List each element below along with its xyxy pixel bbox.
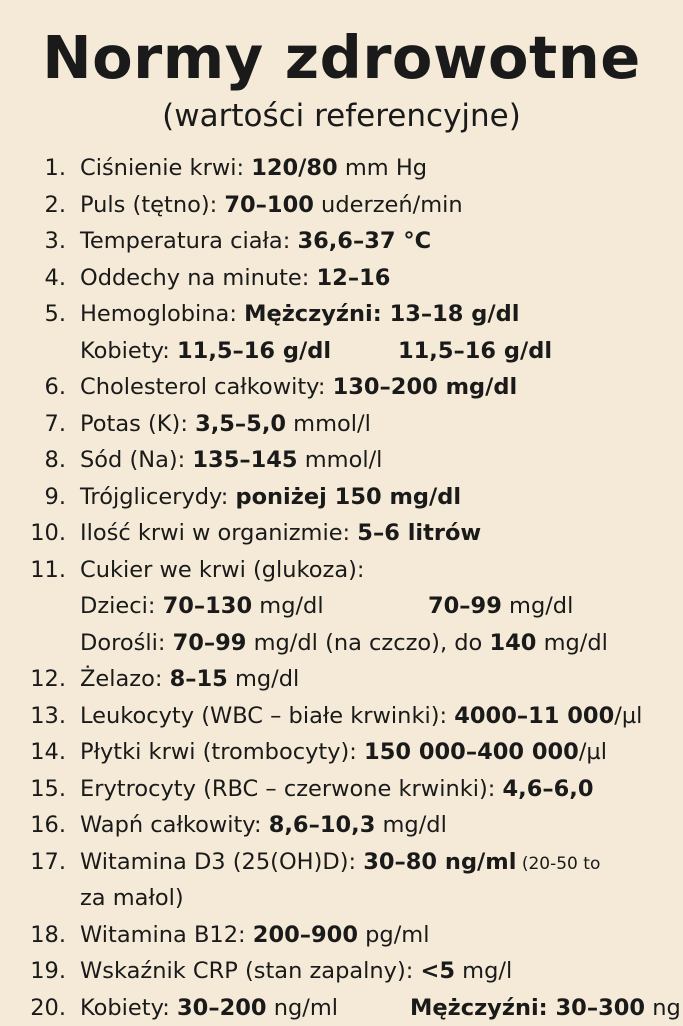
item-unit: mmol/l — [286, 411, 371, 437]
item-value: 12–16 — [317, 265, 391, 291]
item-label: Leukocyty (WBC – białe krwinki): — [80, 703, 454, 729]
item-value: <5 — [421, 958, 456, 984]
list-item-hemoglobin-continuation — [0, 333, 683, 370]
item-number: 5. — [0, 296, 66, 333]
item-label: Ilość krwi w organizmie: — [80, 520, 357, 546]
item-value: Mężczyźni: 13–18 g/dl — [244, 301, 519, 327]
item-number: 16. — [0, 807, 66, 844]
item-value: 5–6 litrów — [357, 520, 481, 546]
item-label: Wskaźnik CRP (stan zapalny): — [80, 958, 421, 984]
item-label: Erytrocyty (RBC – czerwone krwinki): — [80, 776, 503, 802]
item-label: Oddechy na minute: — [80, 265, 317, 291]
item-number: 19. — [0, 953, 66, 990]
item-number: 11. — [0, 552, 66, 589]
item-number: 3. — [0, 223, 66, 260]
list-item-blood-pressure — [0, 150, 683, 187]
list-item-triglycerides — [0, 479, 683, 516]
item-value: 4,6–6,0 — [503, 776, 594, 802]
item-label: Potas (K): — [80, 411, 195, 437]
item-value-2: 140 — [489, 630, 536, 656]
item-value: 11,5–16 g/dl — [177, 338, 331, 364]
item-label: Kobiety: — [80, 995, 177, 1021]
item-label: Ciśnienie krwi: — [80, 155, 251, 181]
list-item-cholesterol — [0, 369, 683, 406]
item-extra-label: Mężczyźni: — [410, 995, 556, 1021]
list-item-erythrocytes — [0, 771, 683, 808]
item-value: 135–145 — [192, 447, 297, 473]
item-unit-2: mg/dl — [536, 630, 607, 656]
item-label: Dorośli: — [80, 630, 173, 656]
item-value: 4000–11 000 — [454, 703, 614, 729]
item-unit: pg/ml — [358, 922, 429, 948]
list-item-glucose-adults — [0, 625, 683, 662]
list-item-vitamin-d3-continuation — [0, 880, 683, 917]
item-value: 200–900 — [253, 922, 358, 948]
item-unit: ng/ml — [267, 995, 338, 1021]
list-item-iron — [0, 661, 683, 698]
item-value: 30–200 — [177, 995, 267, 1021]
item-unit: mg/dl — [252, 593, 323, 619]
item-number: 7. — [0, 406, 66, 443]
item-number: 15. — [0, 771, 66, 808]
item-label: Puls (tętno): — [80, 192, 224, 218]
item-unit: uderzeń/min — [314, 192, 463, 218]
item-unit: /µl — [579, 739, 607, 765]
item-number: 13. — [0, 698, 66, 735]
item-number: 9. — [0, 479, 66, 516]
item-value: 120/80 — [251, 155, 338, 181]
list-item-calcium — [0, 807, 683, 844]
item-label: Witamina D3 (25(OH)D): — [80, 849, 363, 875]
page-title: Normy zdrowotne — [0, 22, 683, 94]
list-item-glucose-children — [0, 588, 683, 625]
item-number: 18. — [0, 917, 66, 954]
item-extra-unit: mg/dl — [502, 593, 573, 619]
item-value: 36,6–37 °C — [297, 228, 431, 254]
item-unit: mg/l — [455, 958, 512, 984]
item-label: Hemoglobina: — [80, 301, 244, 327]
item-value: 70–100 — [224, 192, 314, 218]
list-item-potassium — [0, 406, 683, 443]
list-item-temperature — [0, 223, 683, 260]
item-number: 17. — [0, 844, 66, 881]
item-label: za małol) — [80, 880, 184, 917]
page-subtitle: (wartości referencyjne) — [0, 94, 683, 138]
item-label: Temperatura ciała: — [80, 228, 297, 254]
item-note: (20-50 to — [516, 854, 600, 874]
item-label: Cukier we krwi (glukoza): — [80, 557, 365, 583]
item-value: 70–130 — [163, 593, 253, 619]
norms-list — [0, 150, 683, 1026]
item-number: 14. — [0, 734, 66, 771]
item-number: 1. — [0, 150, 66, 187]
list-item-leukocytes — [0, 698, 683, 735]
list-item-platelets — [0, 734, 683, 771]
item-extra-value: 11,5–16 g/dl — [398, 333, 552, 370]
item-label: Sód (Na): — [80, 447, 192, 473]
item-number: 12. — [0, 661, 66, 698]
item-unit: mg/dl — [228, 666, 299, 692]
item-value: 8–15 — [170, 666, 228, 692]
item-label: Wapń całkowity: — [80, 812, 269, 838]
item-unit: mg/dl — [375, 812, 446, 838]
item-value: 130–200 mg/dl — [333, 374, 518, 400]
list-item-hemoglobin — [0, 296, 683, 333]
item-label: Kobiety: — [80, 338, 177, 364]
item-value: 3,5–5,0 — [195, 411, 286, 437]
item-number: 20. — [0, 990, 66, 1026]
list-item-breaths — [0, 260, 683, 297]
item-value: 8,6–10,3 — [269, 812, 376, 838]
list-item-ferritin — [0, 990, 683, 1026]
item-label: Płytki krwi (trombocyty): — [80, 739, 364, 765]
item-number: 4. — [0, 260, 66, 297]
item-label: Cholesterol całkowity: — [80, 374, 333, 400]
list-item-sodium — [0, 442, 683, 479]
item-number: 6. — [0, 369, 66, 406]
item-extra-value: 70–99 — [428, 593, 502, 619]
item-unit: /µl — [614, 703, 642, 729]
item-label: Trójglicerydy: — [80, 484, 235, 510]
item-label: Żelazo: — [80, 666, 170, 692]
item-value: poniżej 150 mg/dl — [235, 484, 461, 510]
item-label: Witamina B12: — [80, 922, 253, 948]
item-value: 30–80 ng/ml — [363, 849, 516, 875]
item-value: 70–99 — [173, 630, 247, 656]
list-item-pulse — [0, 187, 683, 224]
list-item-blood-volume — [0, 515, 683, 552]
list-item-vitamin-b12 — [0, 917, 683, 954]
item-extra-unit: ng — [645, 995, 681, 1021]
item-unit: mmol/l — [298, 447, 383, 473]
list-item-vitamin-d3 — [0, 844, 683, 881]
item-extra-value: 30–300 — [556, 995, 646, 1021]
item-number: 10. — [0, 515, 66, 552]
item-label: Dzieci: — [80, 593, 163, 619]
item-unit: mg/dl (na czczo), do — [246, 630, 489, 656]
item-value: 150 000–400 000 — [364, 739, 579, 765]
list-item-crp — [0, 953, 683, 990]
list-item-glucose — [0, 552, 683, 589]
item-unit: mm Hg — [338, 155, 427, 181]
item-number: 8. — [0, 442, 66, 479]
item-number: 2. — [0, 187, 66, 224]
